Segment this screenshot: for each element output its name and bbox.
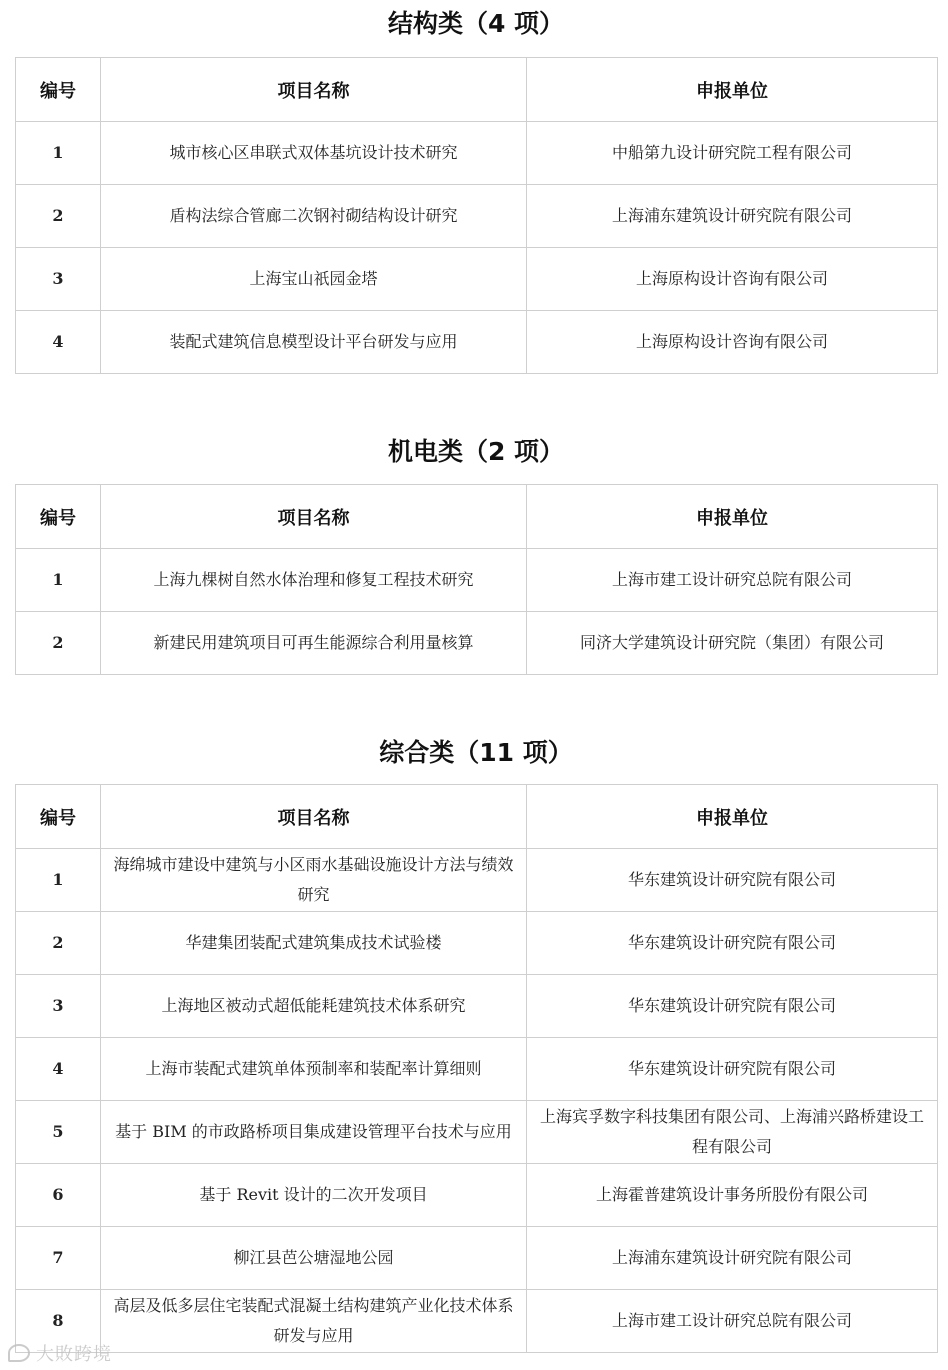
table-row xyxy=(16,1290,938,1353)
header-num: 编号 xyxy=(16,58,101,122)
watermark xyxy=(8,1340,112,1366)
cell-org: 中船第九设计研究院工程有限公司 xyxy=(527,122,938,185)
cell-name: 华建集团装配式建筑集成技术试验楼 xyxy=(101,912,527,975)
cell-num: 5 xyxy=(16,1101,101,1164)
cell-name: 高层及低多层住宅装配式混凝土结构建筑产业化技术体系研发与应用 xyxy=(101,1290,527,1353)
cell-num: 3 xyxy=(16,248,101,311)
cell-org: 上海浦东建筑设计研究院有限公司 xyxy=(527,1227,938,1290)
table-row xyxy=(16,849,938,912)
cell-num: 2 xyxy=(16,912,101,975)
table-row xyxy=(16,1101,938,1164)
cell-org: 同济大学建筑设计研究院（集团）有限公司 xyxy=(527,612,938,675)
cell-num: 4 xyxy=(16,1038,101,1101)
cell-name: 上海宝山祇园金塔 xyxy=(101,248,527,311)
cell-org: 上海市建工设计研究总院有限公司 xyxy=(527,1290,938,1353)
table-header-row xyxy=(16,785,938,849)
watermark-text: 大敗跨境 xyxy=(36,1344,112,1365)
header-name: 项目名称 xyxy=(101,485,527,549)
cell-num: 1 xyxy=(16,122,101,185)
header-name: 项目名称 xyxy=(101,58,527,122)
cell-num: 7 xyxy=(16,1227,101,1290)
cell-name: 新建民用建筑项目可再生能源综合利用量核算 xyxy=(101,612,527,675)
header-num: 编号 xyxy=(16,485,101,549)
table-row xyxy=(16,1164,938,1227)
cell-name: 上海九棵树自然水体治理和修复工程技术研究 xyxy=(101,549,527,612)
cell-org: 上海市建工设计研究总院有限公司 xyxy=(527,549,938,612)
cell-name: 上海市装配式建筑单体预制率和装配率计算细则 xyxy=(101,1038,527,1101)
cell-num: 2 xyxy=(16,185,101,248)
cell-name: 海绵城市建设中建筑与小区雨水基础设施设计方法与绩效研究 xyxy=(101,849,527,912)
cell-num: 1 xyxy=(16,849,101,912)
header-org: 申报单位 xyxy=(527,785,938,849)
project-table xyxy=(15,57,938,374)
header-num: 编号 xyxy=(16,785,101,849)
cell-num: 8 xyxy=(16,1290,101,1353)
cell-org: 上海原构设计咨询有限公司 xyxy=(527,248,938,311)
cell-name: 基于 BIM 的市政路桥项目集成建设管理平台技术与应用 xyxy=(101,1101,527,1164)
table-header-row xyxy=(16,58,938,122)
project-table xyxy=(15,484,938,675)
table-row xyxy=(16,311,938,374)
table-row xyxy=(16,549,938,612)
cell-org: 华东建筑设计研究院有限公司 xyxy=(527,975,938,1038)
cell-num: 2 xyxy=(16,612,101,675)
cell-num: 6 xyxy=(16,1164,101,1227)
header-name: 项目名称 xyxy=(101,785,527,849)
section-title: 综合类（11 项） xyxy=(379,738,573,767)
table-row xyxy=(16,185,938,248)
cell-name: 上海地区被动式超低能耗建筑技术体系研究 xyxy=(101,975,527,1038)
cell-org: 上海宾孚数字科技集团有限公司、上海浦兴路桥建设工程有限公司 xyxy=(527,1101,938,1164)
cell-org: 华东建筑设计研究院有限公司 xyxy=(527,912,938,975)
table-row xyxy=(16,122,938,185)
cell-num: 1 xyxy=(16,549,101,612)
cell-name: 柳江县芭公塘湿地公园 xyxy=(101,1227,527,1290)
cell-num: 3 xyxy=(16,975,101,1038)
cell-org: 上海原构设计咨询有限公司 xyxy=(527,311,938,374)
cell-name: 城市核心区串联式双体基坑设计技术研究 xyxy=(101,122,527,185)
cell-org: 上海霍普建筑设计事务所股份有限公司 xyxy=(527,1164,938,1227)
table-row xyxy=(16,975,938,1038)
project-table xyxy=(15,784,938,1353)
table-row xyxy=(16,248,938,311)
section-title: 结构类（4 项） xyxy=(387,9,565,38)
cell-org: 华东建筑设计研究院有限公司 xyxy=(527,1038,938,1101)
table-row xyxy=(16,1038,938,1101)
table-row xyxy=(16,612,938,675)
header-org: 申报单位 xyxy=(527,58,938,122)
cell-name: 装配式建筑信息模型设计平台研发与应用 xyxy=(101,311,527,374)
header-org: 申报单位 xyxy=(527,485,938,549)
table-row xyxy=(16,1227,938,1290)
table-header-row xyxy=(16,485,938,549)
chat-bubble-icon xyxy=(8,1344,30,1362)
table-row xyxy=(16,912,938,975)
section-title: 机电类（2 项） xyxy=(387,437,565,466)
cell-name: 基于 Revit 设计的二次开发项目 xyxy=(101,1164,527,1227)
cell-num: 4 xyxy=(16,311,101,374)
cell-org: 华东建筑设计研究院有限公司 xyxy=(527,849,938,912)
cell-org: 上海浦东建筑设计研究院有限公司 xyxy=(527,185,938,248)
cell-name: 盾构法综合管廊二次钢衬砌结构设计研究 xyxy=(101,185,527,248)
